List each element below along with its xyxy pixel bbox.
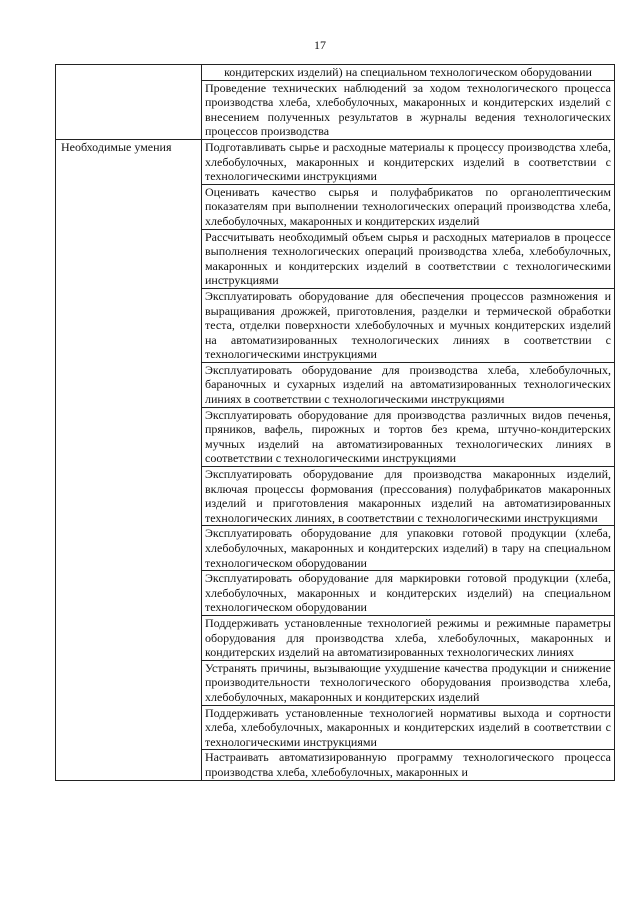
skill-item: Устранять причины, вызывающие ухудшение качества продукции и снижение производительности технологического оборудования производства хлеба, хлебобулочных, макаронных и кондитерских изделий bbox=[202, 660, 615, 705]
skill-item: Настраивать автоматизированную программу технологического процесса производства хлеба, хлебобулочных, макаронных и bbox=[202, 750, 615, 780]
table-cell-text: Проведение технических наблюдений за ходом технологического процесса производства хлеба, хлебобулочных, макаронных и кондитерских изделий с внесением полученных результатов в журналы ведения технологических процессов производства bbox=[202, 80, 615, 139]
skill-item: Подготавливать сырье и расходные материалы к процессу производства хлеба, хлебобулочных, макаронных и кондитерских изделий в соответствии с технологическими инструкциями bbox=[202, 139, 615, 184]
skill-item: Рассчитывать необходимый объем сырья и расходных материалов в процессе выполнения технологических операций производства хлеба, хлебобулочных, макаронных и кондитерских изделий в соответствии с технологическими инструкциями bbox=[202, 229, 615, 288]
table-row bbox=[56, 139, 615, 184]
skill-item: Эксплуатировать оборудование для упаковки готовой продукции (хлеба, хлебобулочных, макаронных и кондитерских изделий) в тару на специальном технологическом оборудовании bbox=[202, 526, 615, 571]
page-number: 17 bbox=[314, 38, 326, 52]
skill-item: Эксплуатировать оборудование для обеспечения процессов размножения и выращивания дрожжей, приготовления, разделки и термической обработки теста, отделки поверхности хлебобулочных и мучных кондитерских изделий на автоматизированных технологических линиях в соответствии с технологическими инструкциями bbox=[202, 288, 615, 362]
skill-item: Эксплуатировать оборудование для производства хлеба, хлебобулочных, бараночных и сухарных изделий на автоматизированных технологических линиях в соответствии с технологическими инструкциями bbox=[202, 362, 615, 407]
skill-item: Поддерживать установленные технологией режимы и режимные параметры оборудования для производства хлеба, хлебобулочных, макаронных и кондитерских изделий на автоматизированных технологических линиях bbox=[202, 615, 615, 660]
skill-item: Эксплуатировать оборудование для производства различных видов печенья, пряников, вафель, пирожных и тортов без крема, штучно-кондитерских мучных изделий на автоматизированных технологических линиях в соответствии с технологическими инструкциями bbox=[202, 407, 615, 466]
section-label-required-skills: Необходимые умения bbox=[56, 139, 202, 780]
skill-item: Эксплуатировать оборудование для маркировки готовой продукции (хлеба, хлебобулочных, макаронных и кондитерских изделий) на специальном технологическом оборудовании bbox=[202, 571, 615, 616]
empty-label-cell bbox=[56, 65, 202, 140]
skill-item: Оценивать качество сырья и полуфабрикатов по органолептическим показателям при выполнении технологических операций производства хлеба, хлебобулочных, макаронных и кондитерских изделий bbox=[202, 184, 615, 229]
table-cell-continuation: кондитерских изделий) на специальном технологическом оборудовании bbox=[202, 65, 615, 81]
competency-table bbox=[55, 64, 615, 781]
table-row bbox=[56, 65, 615, 81]
skill-item: Эксплуатировать оборудование для производства макаронных изделий, включая процессы формования (прессования) полуфабрикатов макаронных изделий и приготовления макаронных изделий на автоматизированных технологических линиях, в соответствии с технологическими инструкциями bbox=[202, 467, 615, 526]
skill-item: Поддерживать установленные технологией нормативы выхода и сортности хлеба, хлебобулочных, макаронных и кондитерских изделий в соответствии с технологическими инструкциями bbox=[202, 705, 615, 750]
